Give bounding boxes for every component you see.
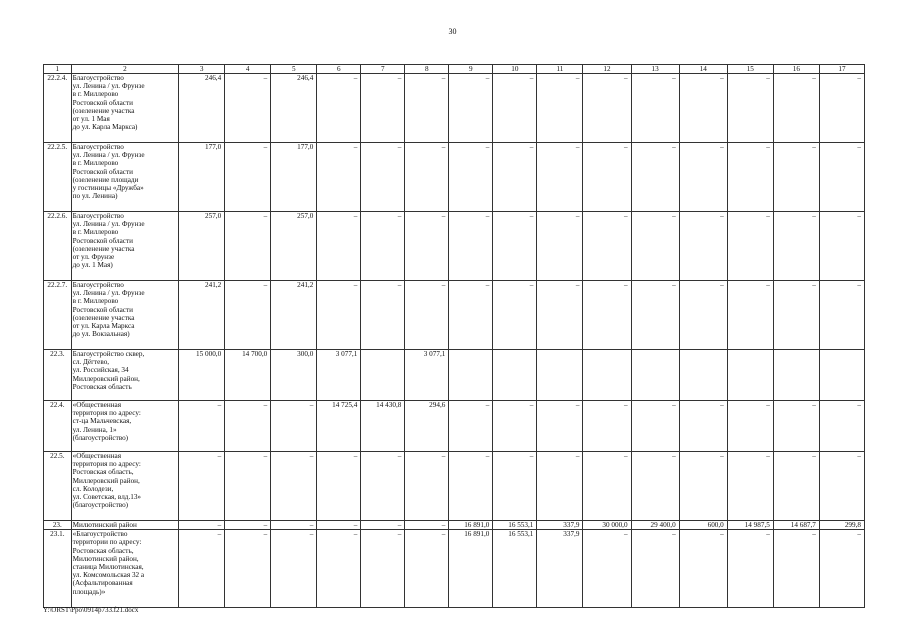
value-cell: –	[317, 281, 361, 350]
value-cell: –	[727, 401, 773, 452]
value-cell: –	[179, 401, 225, 452]
value-cell	[449, 350, 493, 401]
value-cell: –	[631, 530, 679, 608]
value-cell	[537, 350, 583, 401]
value-cell: –	[583, 530, 631, 608]
item-number-cell: 22.2.6.	[44, 212, 72, 281]
value-cell: –	[583, 452, 631, 521]
value-cell: –	[679, 74, 727, 143]
column-number: 1	[44, 65, 72, 74]
value-cell: –	[727, 212, 773, 281]
value-cell: –	[773, 281, 819, 350]
value-cell: –	[727, 281, 773, 350]
value-cell: 257,0	[179, 212, 225, 281]
column-number: 8	[405, 65, 449, 74]
value-cell: –	[361, 74, 405, 143]
value-cell: –	[493, 212, 537, 281]
value-cell: –	[225, 74, 271, 143]
value-cell: –	[271, 452, 317, 521]
value-cell: –	[493, 74, 537, 143]
value-cell: 241,2	[179, 281, 225, 350]
value-cell: 299,8	[819, 521, 864, 530]
value-cell: –	[679, 452, 727, 521]
value-cell: 177,0	[179, 143, 225, 212]
page-number: 30	[448, 27, 457, 36]
value-cell: –	[361, 530, 405, 608]
table-row	[44, 143, 865, 212]
value-cell: –	[449, 281, 493, 350]
value-cell: –	[773, 143, 819, 212]
column-number-row	[44, 65, 865, 74]
budget-table	[43, 64, 865, 608]
value-cell: –	[493, 452, 537, 521]
value-cell: –	[361, 143, 405, 212]
item-name-cell: Благоустройство сквер, сл. Дёгтево, ул. Российская, 34 Миллеровский район, Ростовская область	[71, 350, 178, 401]
value-cell: 294,6	[405, 401, 449, 452]
column-number: 15	[727, 65, 773, 74]
value-cell: –	[317, 530, 361, 608]
value-cell: –	[819, 530, 864, 608]
value-cell: –	[361, 521, 405, 530]
value-cell: –	[405, 521, 449, 530]
value-cell: –	[179, 452, 225, 521]
value-cell: –	[317, 212, 361, 281]
item-name-cell: «Общественная территория по адресу: ст-ца Мальчевская, ул. Ленина, 1» (благоустройство)	[71, 401, 178, 452]
column-number: 5	[271, 65, 317, 74]
value-cell: 16 553,1	[493, 521, 537, 530]
column-number: 9	[449, 65, 493, 74]
value-cell: 257,0	[271, 212, 317, 281]
value-cell: –	[583, 74, 631, 143]
value-cell: –	[537, 452, 583, 521]
value-cell: 15 000,0	[179, 350, 225, 401]
value-cell	[819, 350, 864, 401]
value-cell: –	[361, 452, 405, 521]
value-cell: –	[225, 521, 271, 530]
value-cell: –	[819, 143, 864, 212]
value-cell: –	[225, 281, 271, 350]
value-cell: –	[405, 74, 449, 143]
value-cell: –	[405, 212, 449, 281]
value-cell	[773, 350, 819, 401]
column-number: 7	[361, 65, 405, 74]
value-cell: 246,4	[179, 74, 225, 143]
value-cell	[493, 350, 537, 401]
value-cell: 16 553,1	[493, 530, 537, 608]
value-cell: 337,9	[537, 521, 583, 530]
column-number: 4	[225, 65, 271, 74]
value-cell: –	[317, 74, 361, 143]
value-cell: –	[773, 530, 819, 608]
value-cell: 177,0	[271, 143, 317, 212]
table-row	[44, 281, 865, 350]
value-cell: –	[773, 212, 819, 281]
value-cell: –	[631, 74, 679, 143]
value-cell: 14 430,8	[361, 401, 405, 452]
value-cell: 14 725,4	[317, 401, 361, 452]
value-cell: –	[271, 401, 317, 452]
column-number: 2	[71, 65, 178, 74]
column-number: 13	[631, 65, 679, 74]
value-cell: –	[727, 143, 773, 212]
value-cell: –	[727, 530, 773, 608]
value-cell: –	[493, 281, 537, 350]
value-cell: 600,0	[679, 521, 727, 530]
value-cell: –	[179, 521, 225, 530]
file-path-footer: Y:\ORST\Ppo\0914p733.f21.docx	[43, 606, 139, 614]
value-cell: –	[583, 212, 631, 281]
value-cell: –	[449, 74, 493, 143]
column-number: 14	[679, 65, 727, 74]
value-cell: 241,2	[271, 281, 317, 350]
value-cell: 337,9	[537, 530, 583, 608]
value-cell: –	[583, 143, 631, 212]
value-cell: –	[449, 401, 493, 452]
value-cell: 14 700,0	[225, 350, 271, 401]
value-cell: –	[405, 281, 449, 350]
value-cell: 246,4	[271, 74, 317, 143]
value-cell	[361, 350, 405, 401]
value-cell: –	[405, 530, 449, 608]
value-cell: –	[225, 143, 271, 212]
table-row	[44, 212, 865, 281]
value-cell: –	[493, 143, 537, 212]
column-number: 12	[583, 65, 631, 74]
item-name-cell: Благоустройство ул. Ленина / ул. Фрунзе в г. Миллерово Ростовской области (озеленение участка от ул. Карла Маркса до ул. Вокзальная)	[71, 281, 178, 350]
value-cell: –	[631, 143, 679, 212]
value-cell: –	[271, 521, 317, 530]
value-cell: –	[819, 281, 864, 350]
value-cell: –	[583, 281, 631, 350]
value-cell: –	[631, 281, 679, 350]
value-cell: –	[317, 521, 361, 530]
value-cell: –	[225, 452, 271, 521]
column-number: 10	[493, 65, 537, 74]
value-cell: –	[449, 452, 493, 521]
value-cell: –	[631, 212, 679, 281]
value-cell: –	[727, 452, 773, 521]
value-cell: –	[819, 401, 864, 452]
table-row	[44, 452, 865, 521]
item-name-cell: Благоустройство ул. Ленина / ул. Фрунзе в г. Миллерово Ростовской области (озеленение участка от ул. 1 Мая до ул. Карла Маркса)	[71, 74, 178, 143]
value-cell: –	[679, 530, 727, 608]
value-cell: –	[537, 143, 583, 212]
value-cell: –	[537, 74, 583, 143]
item-number-cell: 22.4.	[44, 401, 72, 452]
value-cell: –	[361, 281, 405, 350]
value-cell: –	[449, 212, 493, 281]
value-cell: 14 987,5	[727, 521, 773, 530]
value-cell: –	[631, 401, 679, 452]
table-row	[44, 401, 865, 452]
value-cell: –	[819, 452, 864, 521]
item-name-cell: «Благоустройство территории по адресу: Ростовская область, Милютинский район, станица Милютинская, ул. Комсомольская 32 а (Асфальтированная площадь)»	[71, 530, 178, 608]
value-cell: –	[179, 530, 225, 608]
item-number-cell: 23.	[44, 521, 72, 530]
value-cell: 16 891,0	[449, 521, 493, 530]
value-cell: –	[405, 143, 449, 212]
item-name-cell: Благоустройство ул. Ленина / ул. Фрунзе в г. Миллерово Ростовской области (озеленение площади у гостиницы «Дружба» по ул. Ленина)	[71, 143, 178, 212]
value-cell: 3 077,1	[317, 350, 361, 401]
value-cell: –	[537, 401, 583, 452]
value-cell: –	[583, 401, 631, 452]
value-cell: –	[225, 530, 271, 608]
item-number-cell: 22.3.	[44, 350, 72, 401]
item-number-cell: 22.5.	[44, 452, 72, 521]
table-row	[44, 350, 865, 401]
value-cell: –	[819, 212, 864, 281]
value-cell: 30 000,0	[583, 521, 631, 530]
value-cell: –	[317, 143, 361, 212]
value-cell: –	[361, 212, 405, 281]
value-cell: –	[773, 74, 819, 143]
value-cell: 3 077,1	[405, 350, 449, 401]
value-cell: –	[271, 530, 317, 608]
value-cell: –	[225, 212, 271, 281]
item-number-cell: 22.2.5.	[44, 143, 72, 212]
value-cell: –	[773, 401, 819, 452]
item-name-cell: Благоустройство ул. Ленина / ул. Фрунзе в г. Миллерово Ростовской области (озеленение участка от ул. Фрунзе до ул. 1 Мая)	[71, 212, 178, 281]
column-number: 17	[819, 65, 864, 74]
item-number-cell: 22.2.4.	[44, 74, 72, 143]
value-cell: –	[679, 212, 727, 281]
value-cell: 14 687,7	[773, 521, 819, 530]
column-number: 6	[317, 65, 361, 74]
column-number: 11	[537, 65, 583, 74]
table-row	[44, 74, 865, 143]
value-cell: –	[225, 401, 271, 452]
item-name-cell: «Общественная территория по адресу: Ростовская область, Миллеровский район, сл. Колодези, ул. Советская, влд.13» (благоустройство)	[71, 452, 178, 521]
value-cell: –	[727, 74, 773, 143]
item-number-cell: 22.2.7.	[44, 281, 72, 350]
item-name-cell: Милютинский район	[71, 521, 178, 530]
value-cell: 16 891,0	[449, 530, 493, 608]
value-cell: –	[537, 281, 583, 350]
table-row	[44, 530, 865, 608]
value-cell: –	[679, 401, 727, 452]
value-cell: 300,0	[271, 350, 317, 401]
value-cell	[727, 350, 773, 401]
value-cell: –	[317, 452, 361, 521]
value-cell: –	[537, 212, 583, 281]
item-number-cell: 23.1.	[44, 530, 72, 608]
column-number: 16	[773, 65, 819, 74]
value-cell: –	[679, 143, 727, 212]
value-cell	[583, 350, 631, 401]
value-cell: –	[773, 452, 819, 521]
value-cell: 29 400,0	[631, 521, 679, 530]
value-cell: –	[679, 281, 727, 350]
value-cell: –	[405, 452, 449, 521]
value-cell: –	[631, 452, 679, 521]
value-cell	[679, 350, 727, 401]
value-cell: –	[449, 143, 493, 212]
value-cell: –	[493, 401, 537, 452]
value-cell	[631, 350, 679, 401]
column-number: 3	[179, 65, 225, 74]
table-row	[44, 521, 865, 530]
value-cell: –	[819, 74, 864, 143]
